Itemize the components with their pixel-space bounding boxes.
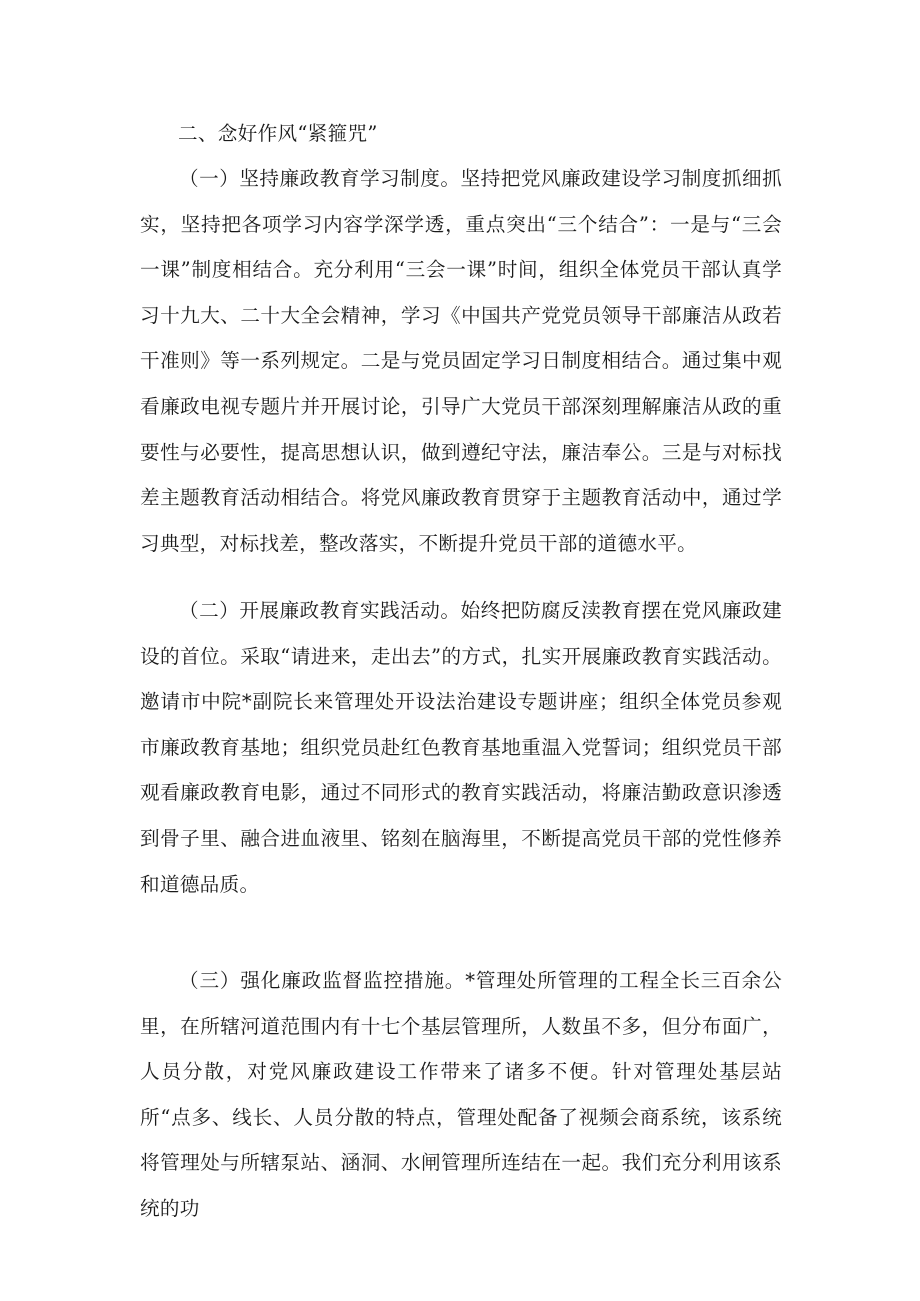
paragraph-study-system: （一）坚持廉政教育学习制度。坚持把党风廉政建设学习制度抓细抓实，坚持把各项学习内容学深学透，重点突出“三个结合”：一是与“三会一课”制度相结合。充分利用“三会一课”时间，组织全体党员干部认真学习十九大、二十大全会精神，学习《中国共产党党员领导干部廉洁从政若干准则》等一系列规定。二是与党员固定学习日制度相结合。通过集中观看廉政电视专题片并开展讨论，引导广大党员干部深刻理解廉洁从政的重要性与必要性，提高思想认识，做到遵纪守法，廉洁奉公。三是与对标找差主题教育活动相结合。将党风廉政教育贯穿于主题教育活动中，通过学习典型，对标找差，整改落实，不断提升党员干部的道德水平。: [140, 167, 782, 555]
paragraph-supervision-measures: （三）强化廉政监督监控措施。*管理处所管理的工程全长三百余公里，在所辖河道范围内有十七个基层管理所，人数虽不多，但分布面广，人员分散，对党风廉政建设工作带来了诸多不便。针对管理处基层站所“点多、线长、人员分散的特点，管理处配备了视频会商系统，该系统将管理处与所辖泵站、涵洞、水闸管理所连结在一起。我们充分利用该系统的功: [140, 969, 782, 1220]
section-heading: 二、念好作风“紧箍咒”: [178, 122, 378, 145]
paragraph-practice-activities: （二）开展廉政教育实践活动。始终把防腐反渎教育摆在党风廉政建设的首位。采取“请进来，走出去”的方式，扎实开展廉政教育实践活动。邀请市中院*副院长来管理处开设法治建设专题讲座；组织全体党员参观市廉政教育基地；组织党员赴红色教育基地重温入党誓词；组织党员干部观看廉政教育电影，通过不同形式的教育实践活动，将廉洁勤政意识渗透到骨子里、融合进血液里、铭刻在脑海里，不断提高党员干部的党性修养和道德品质。: [140, 599, 782, 896]
